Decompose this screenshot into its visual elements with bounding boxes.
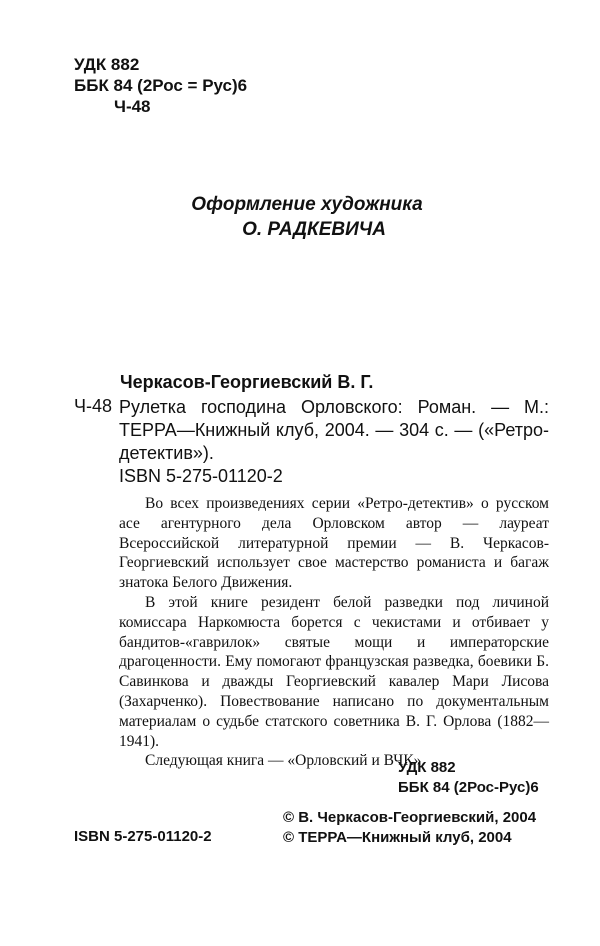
- copyright-author: © В. Черкасов-Георгиевский, 2004: [283, 809, 537, 826]
- author-mark: Ч-48: [114, 97, 151, 116]
- annotation: [119, 494, 549, 771]
- footer-classification: [398, 758, 539, 798]
- udk-code: УДК 882: [74, 55, 140, 74]
- designer-credit: [0, 192, 600, 242]
- catalog-description: Рулетка господина Орловского: Роман. — М.: ТЕРРА—Книжный клуб, 2004. — 304 с. — («Ретро-детектив»).: [119, 397, 549, 463]
- classification-block: [74, 54, 247, 117]
- bbk-code: ББК 84 (2Рос = Рус)6: [74, 76, 248, 95]
- copyright-publisher: © ТЕРРА—Книжный клуб, 2004: [283, 829, 512, 846]
- copyright-block: [283, 808, 536, 848]
- footer-udk: УДК 882: [398, 759, 456, 776]
- annotation-paragraph-2: В этой книге резидент белой разведки под личиной комиссара Наркомюста борется с чекистами и отбивает у бандитов-«гаврилок» святые мощи и императорские драгоценности. Ему помогают французская разведка, боевики Б. Савинкова и дважды Георгиевский кавалер Мари Лисова (Захарченко). Повествование написано по документальным материалам о судьбе статского советника В. Г. Орлова (1882—1941).: [119, 593, 549, 750]
- footer-bbk: ББК 84 (2Рос-Рус)6: [398, 779, 539, 796]
- annotation-paragraph-3: Следующая книга — «Орловский и ВЧК».: [145, 752, 426, 770]
- catalog-code: Ч-48: [74, 396, 113, 416]
- footer-isbn: ISBN 5-275-01120-2: [74, 828, 212, 845]
- designer-label: Оформление художника: [191, 194, 423, 215]
- catalog-author: Черкасов-Георгиевский В. Г.: [120, 372, 374, 392]
- catalog-isbn: ISBN 5-275-01120-2: [119, 466, 283, 486]
- designer-name: О. РАДКЕВИЧА: [242, 219, 386, 240]
- annotation-paragraph-1: Во всех произведениях серии «Ретро-детектив» о русском асе агентурного дела Орловском автор — лауреат Всероссийской литературной премии — В. Черкасов-Георгиевский использует свое мастерство романиста и багаж знатока Белого Движения.: [119, 495, 549, 592]
